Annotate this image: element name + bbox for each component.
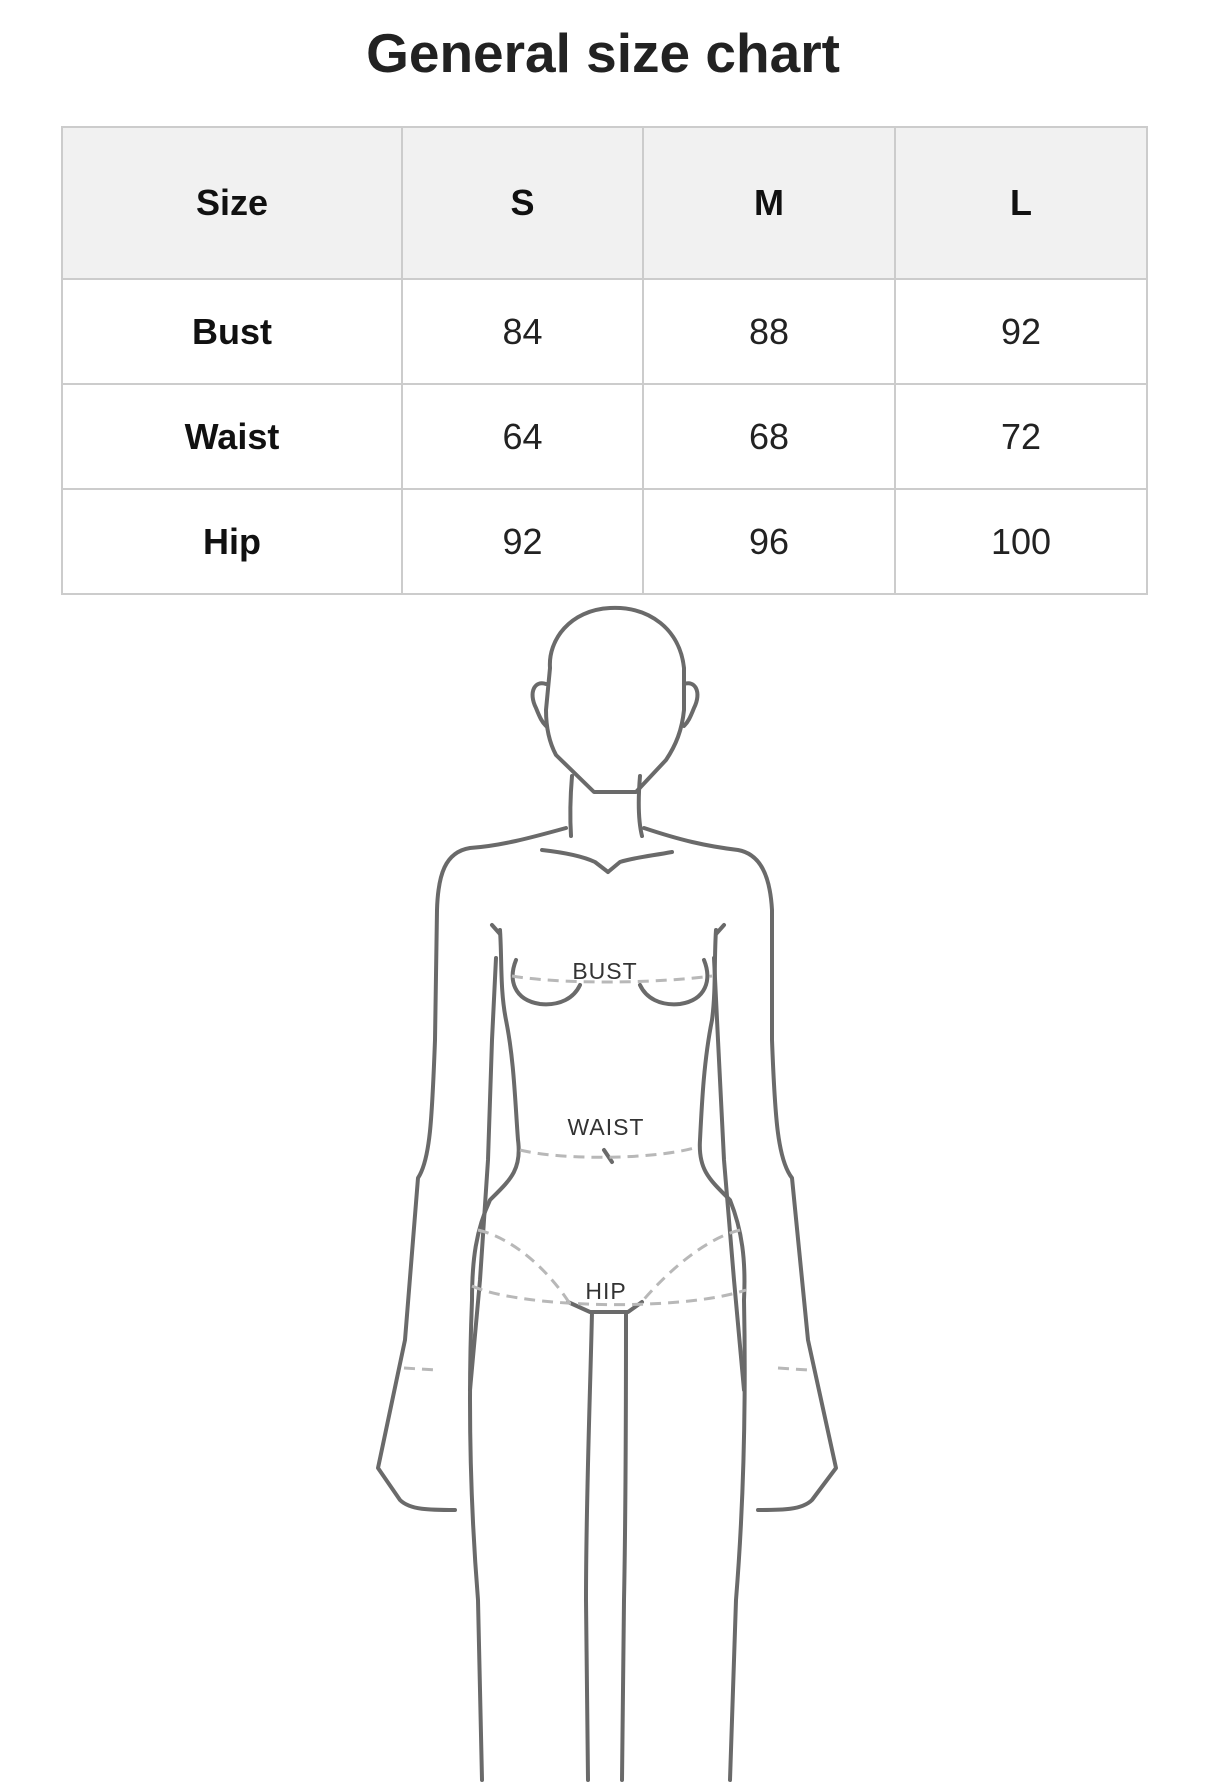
header-l: L: [895, 127, 1147, 279]
row-label-waist: Waist: [62, 384, 402, 489]
body-measurement-figure: [0, 600, 1206, 1783]
collarbone-left: [542, 850, 608, 872]
head-outline: [546, 608, 684, 792]
left-arm-inner: [470, 958, 496, 1390]
table-row: [62, 279, 1147, 384]
leg-left-outer: [470, 1300, 482, 1780]
table-cell: 100: [895, 489, 1147, 594]
leg-left-inner: [586, 1312, 592, 1780]
table-cell: 96: [643, 489, 895, 594]
body-outline-illustration: [0, 600, 1206, 1783]
bust-label: BUST: [572, 958, 638, 984]
body-outline: [378, 608, 836, 1780]
wrist-left-line: [404, 1368, 436, 1370]
header-size: Size: [62, 127, 402, 279]
table-row: [62, 384, 1147, 489]
bust-right: [640, 960, 707, 1004]
table-cell: 88: [643, 279, 895, 384]
table-row: [62, 489, 1147, 594]
table-cell: 92: [895, 279, 1147, 384]
leg-right-inner: [622, 1312, 626, 1780]
header-s: S: [402, 127, 643, 279]
shoulder-right: [644, 828, 836, 1510]
hip-label: HIP: [585, 1278, 627, 1304]
table-cell: 72: [895, 384, 1147, 489]
size-chart-table: [61, 126, 1148, 595]
waist-label: WAIST: [567, 1114, 645, 1140]
table-cell: 92: [402, 489, 643, 594]
collarbone-right: [608, 852, 672, 872]
right-ear: [684, 683, 697, 726]
neck-left: [570, 776, 572, 836]
table-cell: 68: [643, 384, 895, 489]
wrist-right-line: [778, 1368, 808, 1370]
right-arm-inner: [714, 958, 744, 1390]
row-label-hip: Hip: [62, 489, 402, 594]
page-title: General size chart: [366, 22, 840, 84]
left-ear: [533, 683, 546, 726]
table-header-row: [62, 127, 1147, 279]
table-cell: 64: [402, 384, 643, 489]
hip-vline-right: [640, 1230, 740, 1304]
row-label-bust: Bust: [62, 279, 402, 384]
header-m: M: [643, 127, 895, 279]
table-cell: 84: [402, 279, 643, 384]
